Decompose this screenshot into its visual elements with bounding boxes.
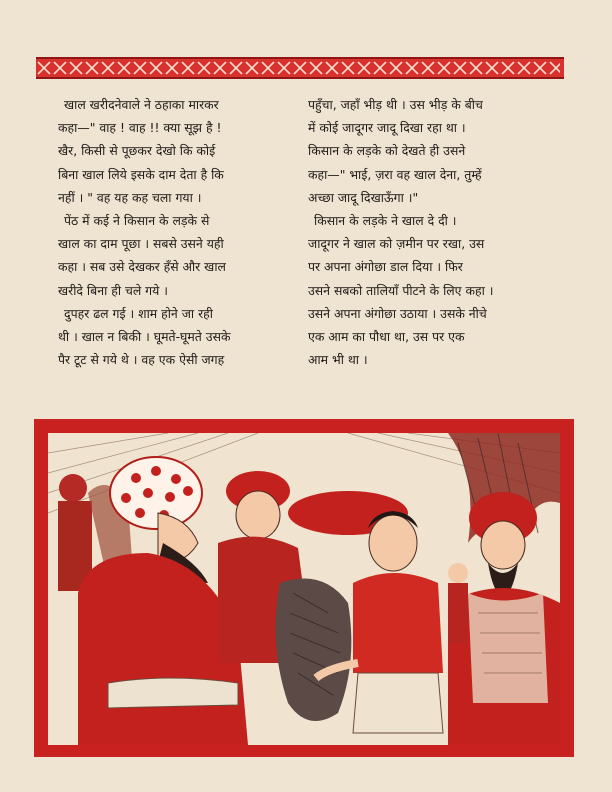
magician-crowd-illustration (48, 433, 560, 745)
paragraph: पेंठ में कई ने किसान के लड़के से खाल का दाम पूछा । सबसे उसने यही कहा । सब उसे देखकर हँसे और खाल खरीदे बिना ही चले गये । (58, 213, 226, 298)
story-illustration-frame (34, 419, 574, 757)
border-pattern-icon (36, 59, 560, 77)
right-text-column (308, 93, 566, 371)
story-illustration (48, 433, 560, 745)
paragraph: खाल खरीदनेवाले ने ठहाका मारकर कहा—" वाह ! वाह !! क्या सूझ है ! खैर, किसी से पूछकर देखो कि कोई बिना खाल लिये इसके दाम देता है कि नहीं । " वह यह कह चला गया । (58, 97, 224, 205)
paragraph: पहुँचा, जहाँ भीड़ थी । उस भीड़ के बीच में कोई जादूगर जादू दिखा रहा था । किसान के लड़के को देखते ही उसने कहा—" भाई, ज़रा वह खाल देना, तुम्हें अच्छा जादू दिखाऊँगा ।" (308, 97, 483, 205)
left-text-column (58, 93, 316, 371)
paragraph: दुपहर ढल गई । शाम होने जा रही थी । खाल न बिकी । घूमते-घूमते उसके पैर टूट से गये थे । वह एक ऐसी जगह (58, 305, 231, 368)
paragraph: किसान के लड़के ने खाल दे दी । जादूगर ने खाल को ज़मीन पर रखा, उस पर अपना अंगोछा डाल दिया । फिर उसने सबको तालियाँ पीटने के लिए कहा । उसने अपना अंगोछा उठाया । उसके नीचे एक आम का पौधा था, उस पर एक आम भी था । (308, 213, 494, 368)
decorative-header-border (36, 57, 564, 79)
